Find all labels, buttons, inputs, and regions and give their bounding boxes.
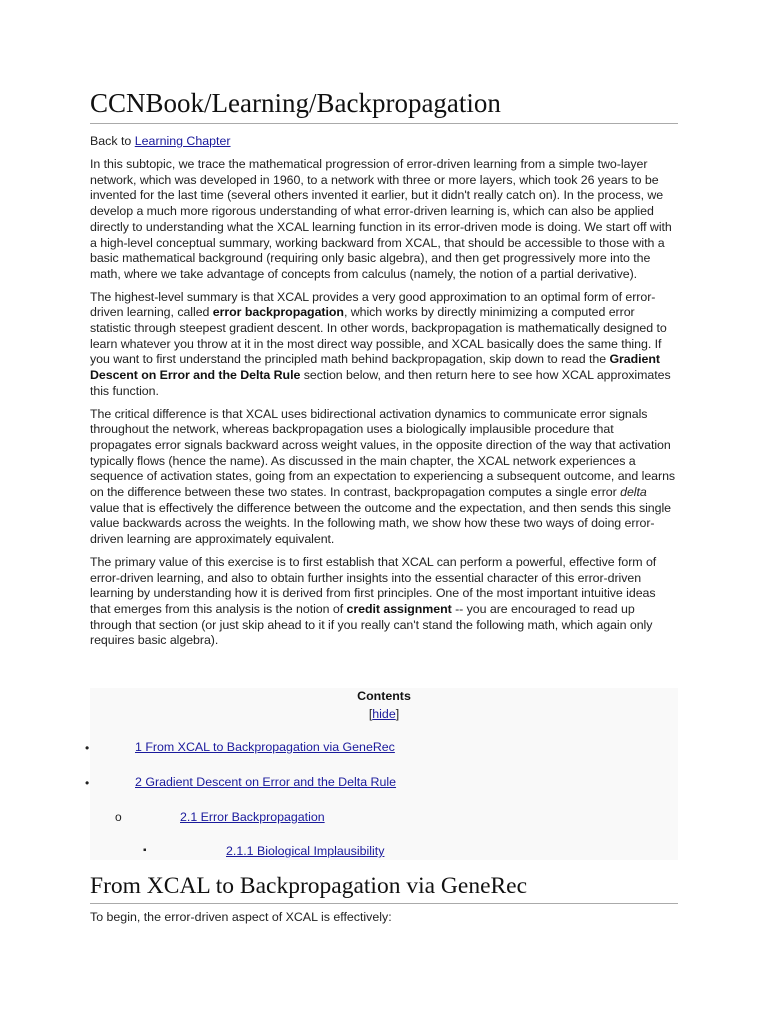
text-run: , which works by directly minimizing a computed error statistic through steepest gradient descent. In other words, backpropagation is mathematically designed to learn whatever you throw at it in the most direct way possible, and XCAL basically does the same thing. If you want to first understand the principled math behind backpropagation, skip down to read the bbox=[90, 305, 667, 367]
table-of-contents bbox=[90, 688, 678, 860]
paragraph-intro: In this subtopic, we trace the mathematical progression of error-driven learning from a simple two-layer network, which was developed in 1960, to a network with three or more layers, which took 26 years to be invented for the last time (several others invented it earlier, but it didn't really catch on). In the process, we develop a much more rigorous understanding of what error-driven learning is, which can also be applied directly to understanding what the XCAL learning function in its error-driven mode is doing. We start off with a high-level conceptual summary, working backward from XCAL, that should be accessible to those with a basic mathematical background (requiring only basic algebra), and then get progressively more into the math, where we take advantage of concepts from calculus (namely, the notion of a partial derivative). bbox=[90, 157, 672, 281]
toc-hide-link[interactable]: hide bbox=[372, 707, 396, 721]
paragraph-critical-difference bbox=[90, 407, 678, 548]
toc-toggle bbox=[90, 706, 678, 722]
page-title: CCNBook/Learning/Backpropagation bbox=[90, 86, 678, 124]
learning-chapter-link[interactable]: Learning Chapter bbox=[134, 134, 231, 148]
text-run: value that is effectively the difference between the outcome and the expectation, and then sends this single value backwards across the weights. In the following math, we show how these two ways of doing error-driven learning are approximately equivalent. bbox=[90, 500, 672, 547]
toc-item-2 bbox=[135, 774, 396, 790]
text-run: The primary value of this exercise is to first establish that XCAL can perform a powerful, effective form of error-driven learning, and also to obtain further insights into the essential character of this error-driven learning by understanding how it is derived from first principles. One of the most important intuitive ideas that emerges from this analysis is the notion of bbox=[90, 554, 657, 616]
back-link-line bbox=[90, 133, 678, 149]
back-prefix: Back to bbox=[90, 134, 135, 148]
bold-term: Gradient Descent on Error and the Delta Rule bbox=[90, 352, 660, 383]
toc-item-1 bbox=[135, 739, 395, 755]
paragraph-summary bbox=[90, 290, 678, 400]
bullet-icon: • bbox=[85, 741, 90, 755]
toc-item-2-1 bbox=[180, 809, 325, 825]
section-intro: To begin, the error-driven aspect of XCAL is effectively: bbox=[90, 910, 392, 924]
toc-title: Contents bbox=[357, 689, 411, 703]
text-run: The highest-level summary is that XCAL provides a very good approximation to an optimal form of error-driven learning, called bbox=[90, 289, 656, 320]
toc-link-from-xcal[interactable]: 1 From XCAL to Backpropagation via GeneRec bbox=[135, 740, 395, 754]
text-run: The critical difference is that XCAL uses bidirectional activation dynamics to communicate error signals throughout the network, whereas backpropagation uses a biologically implausible procedure that propagates error signals backward across weight values, in the opposite direction of the way that activation typically flows (hence the name). As discussed in the main chapter, the XCAL network experiences a sequence of activation states, going from an expectation to experiencing a subsequent outcome, and learns on the difference between these two states. In contrast, backpropagation computes a single error bbox=[90, 406, 676, 500]
italic-term: delta bbox=[620, 485, 647, 500]
square-bullet-icon: ▪ bbox=[143, 845, 147, 856]
text-run: section below, and then return here to see how XCAL approximates this function. bbox=[90, 368, 671, 398]
bold-term: credit assignment bbox=[346, 601, 452, 616]
section-heading: From XCAL to Backpropagation via GeneRec bbox=[90, 871, 678, 904]
text-run: -- you are encouraged to read up through that section (or just skip ahead to it if you really can't stand the following math, which again only requires basic algebra). bbox=[90, 601, 653, 648]
toc-link-biological-implausibility[interactable]: 2.1.1 Biological Implausibility bbox=[226, 844, 385, 858]
circle-bullet-icon: o bbox=[115, 810, 122, 824]
bullet-icon: • bbox=[85, 776, 90, 790]
toc-item-2-1-1 bbox=[226, 843, 384, 859]
article-body bbox=[90, 86, 678, 656]
bracket: [ bbox=[368, 707, 373, 721]
bold-term: error backpropagation bbox=[212, 305, 344, 320]
bracket: ] bbox=[395, 707, 400, 721]
toc-link-error-backprop[interactable]: 2.1 Error Backpropagation bbox=[180, 810, 325, 824]
paragraph-primary-value bbox=[90, 555, 678, 649]
toc-link-gradient-descent[interactable]: 2 Gradient Descent on Error and the Delta Rule bbox=[135, 775, 397, 789]
